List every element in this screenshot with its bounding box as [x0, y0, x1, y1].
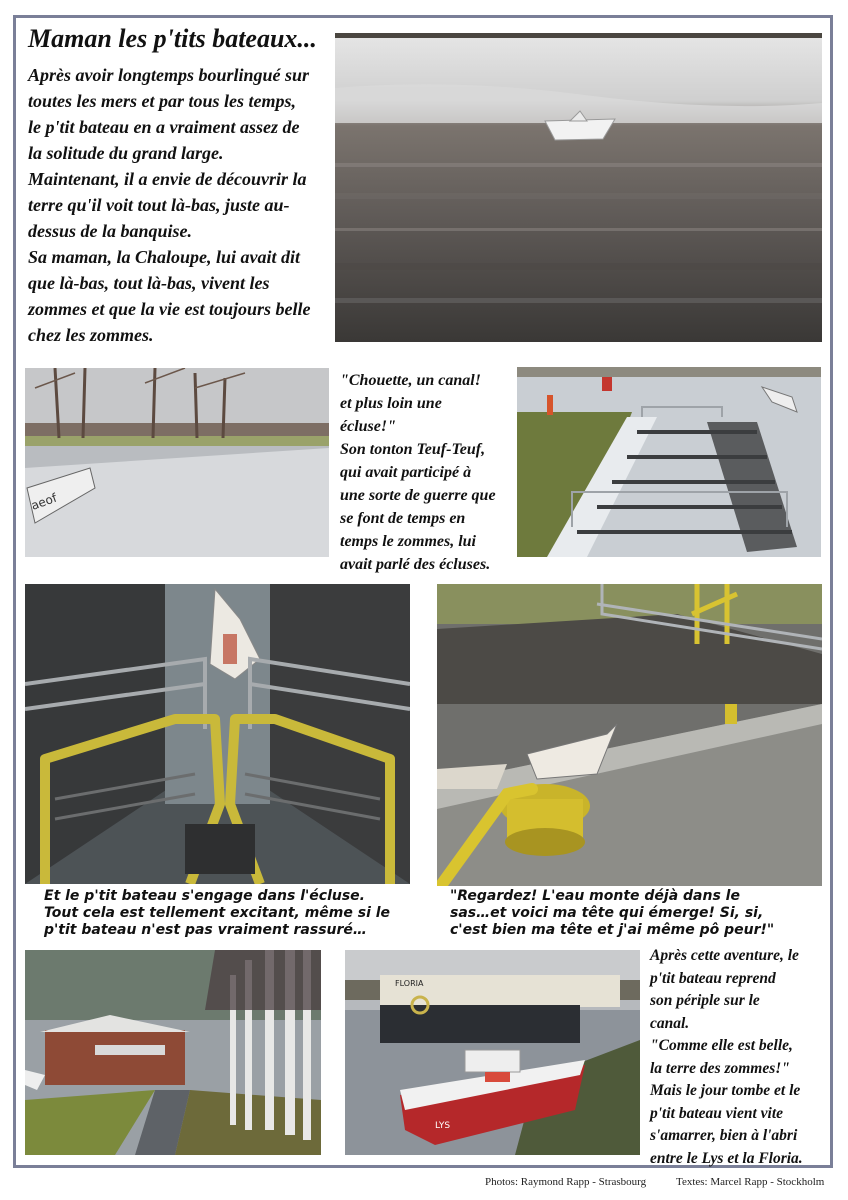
canal-quote: "Chouette, un canal! et plus loin une écluse!" Son tonton Teuf-Teuf, qui avait participé à une sorte de guerre que se font de temps en temps le zommes, lui avait parlé des écluses.: [340, 372, 496, 573]
lock-caption: Et le p'tit bateau s'engage dans l'écluse. Tout cela est tellement excitant, même si le p'tit bateau n'est pas vraiment rassuré…: [44, 888, 391, 938]
paper-word-label: aeof: [29, 490, 59, 513]
credit-texts: Textes: Marcel Rapp - Stockholm: [676, 1176, 825, 1188]
barge-name-label: FLORIA: [395, 979, 424, 988]
photo-lock-dock: [517, 367, 821, 557]
intro-text: Après avoir longtemps bourlingué sur toutes les mers et par tous les temps, le p'tit bateau en a vraiment assez de la solitude du grand large. Maintenant, il a envie de découvrir la terre qu'il voit tout là-bas, juste au- dessus de la banquise. Sa maman, la Chaloupe, lui avait dit que là-bas, tout là-bas, vivent les zommes et que la vie est toujours belle chez les zommes.: [28, 65, 311, 345]
photo-brick-house-path: [25, 950, 321, 1155]
boat-name-label: LYS: [435, 1121, 451, 1131]
ending-text: Après cette aventure, le p'tit bateau reprend son périple sur le canal. "Comme elle est belle, la terre des zommes!" Mais le jour tombe et le p'tit bateau vient vite s'amarrer, bien à l'abri entre le Lys et la Floria.: [650, 947, 803, 1167]
rising-caption: "Regardez! L'eau monte déjà dans le sas…et voici ma tête qui émerge! Si, si, c'est bien ma tête et j'ai même pô peur!": [450, 888, 775, 938]
photo-yellow-bollard: [437, 584, 822, 886]
photo-canal-trees: [25, 368, 329, 557]
photo-inside-lock: [25, 584, 410, 884]
photo-paper-boat-on-ice: [335, 33, 822, 342]
photo-barge-boats: [345, 950, 640, 1155]
credit-photos: Photos: Raymond Rapp - Strasbourg: [485, 1176, 647, 1188]
page-title: Maman les p'tits bateaux...: [28, 24, 317, 53]
